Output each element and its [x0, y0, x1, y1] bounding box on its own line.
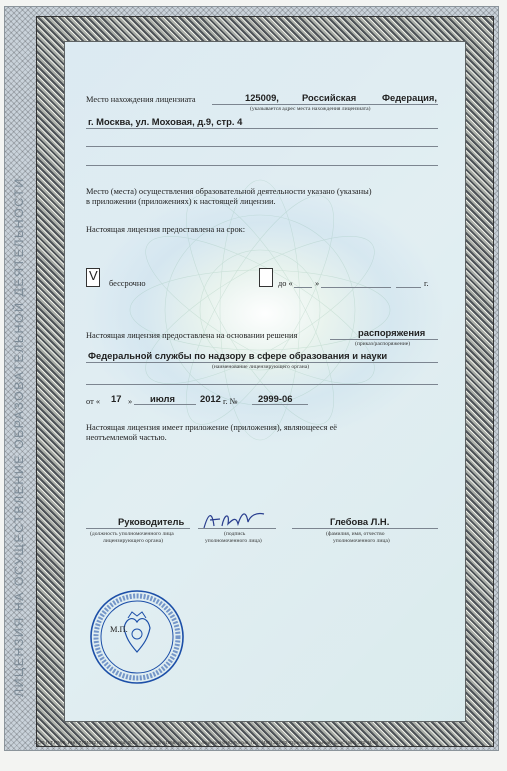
location-line: [212, 104, 438, 105]
decision-day: 17: [111, 393, 122, 404]
signer-position: Руководитель: [118, 516, 185, 527]
decision-hint: (приказ/распоряжение): [355, 341, 411, 347]
location-hint: (указывается адрес места нахождения лицензиата): [250, 106, 371, 112]
term-label: Настоящая лицензия предоставлена на срок:: [86, 225, 246, 234]
number-line: [252, 404, 308, 405]
until-checkbox: [259, 268, 273, 287]
signature-hint-2: уполномоченного лица): [205, 538, 262, 544]
address-line: [86, 128, 438, 129]
decision-month: июля: [150, 393, 175, 404]
places-text-line-2: в приложении (приложениях) к настоящей лицензии.: [86, 197, 276, 206]
official-seal: [88, 588, 186, 686]
date-quote-close: »: [128, 397, 133, 406]
until-label: до «: [278, 279, 293, 288]
position-hint-2: лицензирующего органа): [103, 538, 164, 544]
authority: Федеральной службы по надзору в сфере образования и науки: [88, 350, 388, 361]
position-hint-1: (должность уполномоченного лица: [90, 531, 174, 537]
year-number-label: г. №: [223, 397, 238, 406]
stamp-place: М.П.: [110, 625, 128, 634]
address-line-2: [86, 146, 438, 147]
signature-hint-1: (подпись: [224, 531, 246, 537]
country-word-1: Российская: [302, 92, 357, 103]
until-month-line: [321, 287, 391, 288]
authority-hint: (наименование лицензирующего органа): [212, 364, 310, 370]
authority-line-2: [86, 384, 438, 385]
decision-line: [330, 339, 438, 340]
address-line-3: [86, 165, 438, 166]
signer-name: Глебова Л.Н.: [330, 516, 390, 527]
month-line: [134, 404, 196, 405]
decision-year: 2012: [200, 393, 221, 404]
printer-footer: ООО Н.Т.ГРАФ, ИНН 7734032779, г. Москва, 2012 г., заказ № А1658, уровень А, лицензия ФНС России, тел.: (495) 332-02-02(многоканальный), факс (499) 332-44-99: [34, 740, 379, 745]
address: г. Москва, ул. Моховая, д.9, стр. 4: [88, 116, 243, 127]
name-hint-1: (фамилия, имя, отчество: [326, 531, 385, 537]
places-text-line-1: Место (места) осуществления образовательной деятельности указано (указаны): [86, 187, 372, 196]
check-mark: V: [89, 268, 98, 283]
location-label: Место нахождения лицензиата: [86, 95, 196, 104]
date-prefix: от «: [86, 397, 101, 406]
until-year-suffix: г.: [424, 279, 429, 288]
basis-label: Настоящая лицензия предоставлена на основании решения: [86, 331, 298, 340]
position-line: [86, 528, 190, 529]
authority-line: [86, 362, 438, 363]
name-hint-2: уполномоченного лица): [333, 538, 390, 544]
indefinite-label: бессрочно: [109, 279, 146, 288]
appendix-text-line-2: неотъемлемой частью.: [86, 433, 167, 442]
appendix-text-line-1: Настоящая лицензия имеет приложение (приложения), являющееся её: [86, 423, 338, 432]
until-day-line: [294, 287, 312, 288]
decision-type: распоряжения: [358, 327, 426, 338]
until-year-line: [396, 287, 421, 288]
until-quote-close: »: [315, 279, 320, 288]
country-word-2: Федерация,: [382, 92, 437, 103]
decision-number: 2999-06: [258, 393, 293, 404]
signature-line: [198, 528, 276, 529]
postcode: 125009,: [245, 92, 279, 103]
name-line: [292, 528, 438, 529]
side-label: ЛИЦЕНЗИЯ НА ОСУЩЕСТВЛЕНИЕ ОБРАЗОВАТЕЛЬНОЙ ДЕЯТЕЛЬНОСТИ: [12, 177, 26, 697]
